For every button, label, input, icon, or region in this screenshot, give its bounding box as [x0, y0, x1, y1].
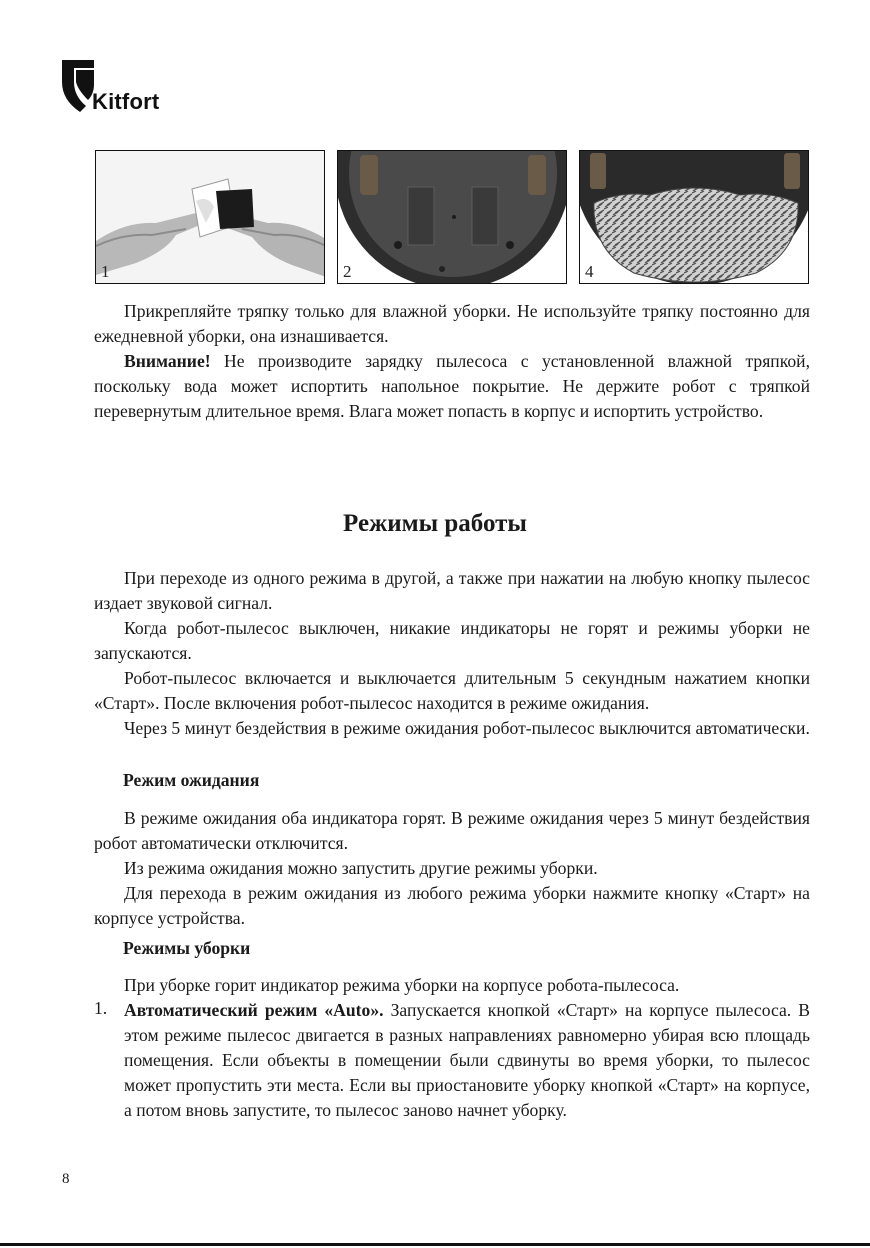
section-paragraph: Робот-пылесос включается и выключается длительным 5 секундным нажатием кнопки «Старт». После включения робот-пылесос находится в режиме ожидания. [94, 668, 810, 713]
figure-1 [95, 150, 325, 284]
robot-underside-icon [338, 151, 567, 284]
mode-label: Автоматический режим «Auto». [124, 1000, 384, 1020]
brand-logo [60, 60, 180, 120]
section-paragraph: Через 5 минут бездействия в режиме ожидания робот-пылесос выключится автоматически. [124, 718, 810, 738]
figure-number: 4 [585, 262, 594, 281]
figure-4 [579, 150, 809, 284]
standby-paragraph: Из режима ожидания можно запустить другие режимы уборки. [124, 858, 598, 878]
figure-2 [337, 150, 567, 284]
mode-description: Запускается кнопкой «Старт» на корпусе пылесоса. В этом режиме пылесос двигается в разных направлениях равномерно убирая всю площадь помещения. Если объекты в помещении были сдвинуты во время уборки, то пылесос может пропустить эти места. Если вы приостановите уборку кнопкой «Старт» на корпусе, а потом вновь запустите, то пылесос заново начнет уборку. [124, 1000, 810, 1120]
standby-paragraph: В режиме ожидания оба индикатора горят. В режиме ожидания через 5 минут бездействия робот автоматически отключится. [94, 808, 810, 853]
warning-text: Не производите зарядку пылесоса с установленной влажной тряпкой, поскольку вода может испортить напольное покрытие. Не держите робот с тряпкой перевернутым длительное время. Влага может попасть в корпус и испортить устройство. [94, 351, 810, 421]
standby-paragraph: Для перехода в режим ожидания из любого режима уборки нажмите кнопку «Старт» на корпусе устройства. [94, 883, 810, 928]
warning-label: Внимание! [124, 351, 211, 371]
list-body [124, 998, 810, 1123]
figure-number: 2 [343, 262, 352, 281]
hands-peeling-tape-icon [96, 151, 325, 284]
section-text [94, 566, 810, 741]
intro-paragraph: Прикрепляйте тряпку только для влажной уборки. Не используйте тряпку постоянно для ежедневной уборки, она изнашивается. [94, 301, 810, 346]
intro-text [94, 299, 810, 424]
section-paragraph: Когда робот-пылесос выключен, никакие индикаторы не горят и режимы уборки не запускаются. [94, 618, 810, 663]
cleaning-title: Режимы уборки [123, 938, 251, 958]
robot-with-mop-icon [580, 151, 809, 284]
page-number: 8 [62, 1171, 70, 1187]
standby-title: Режим ожидания [123, 770, 260, 790]
logo-text: Kitfort [92, 89, 160, 114]
warning-paragraph [94, 349, 810, 424]
standby-text [94, 806, 810, 931]
bottom-divider [0, 1243, 870, 1246]
list-number: 1. [94, 998, 108, 1018]
cleaning-paragraph: При уборке горит индикатор режима уборки на корпусе робота-пылесоса. [124, 975, 680, 995]
cleaning-intro [94, 973, 810, 998]
list-paragraph [124, 998, 810, 1123]
figure-number: 1 [101, 262, 110, 281]
section-title: Режимы работы [343, 510, 527, 537]
section-paragraph: При переходе из одного режима в другой, а также при нажатии на любую кнопку пылесос издает звуковой сигнал. [94, 568, 810, 613]
